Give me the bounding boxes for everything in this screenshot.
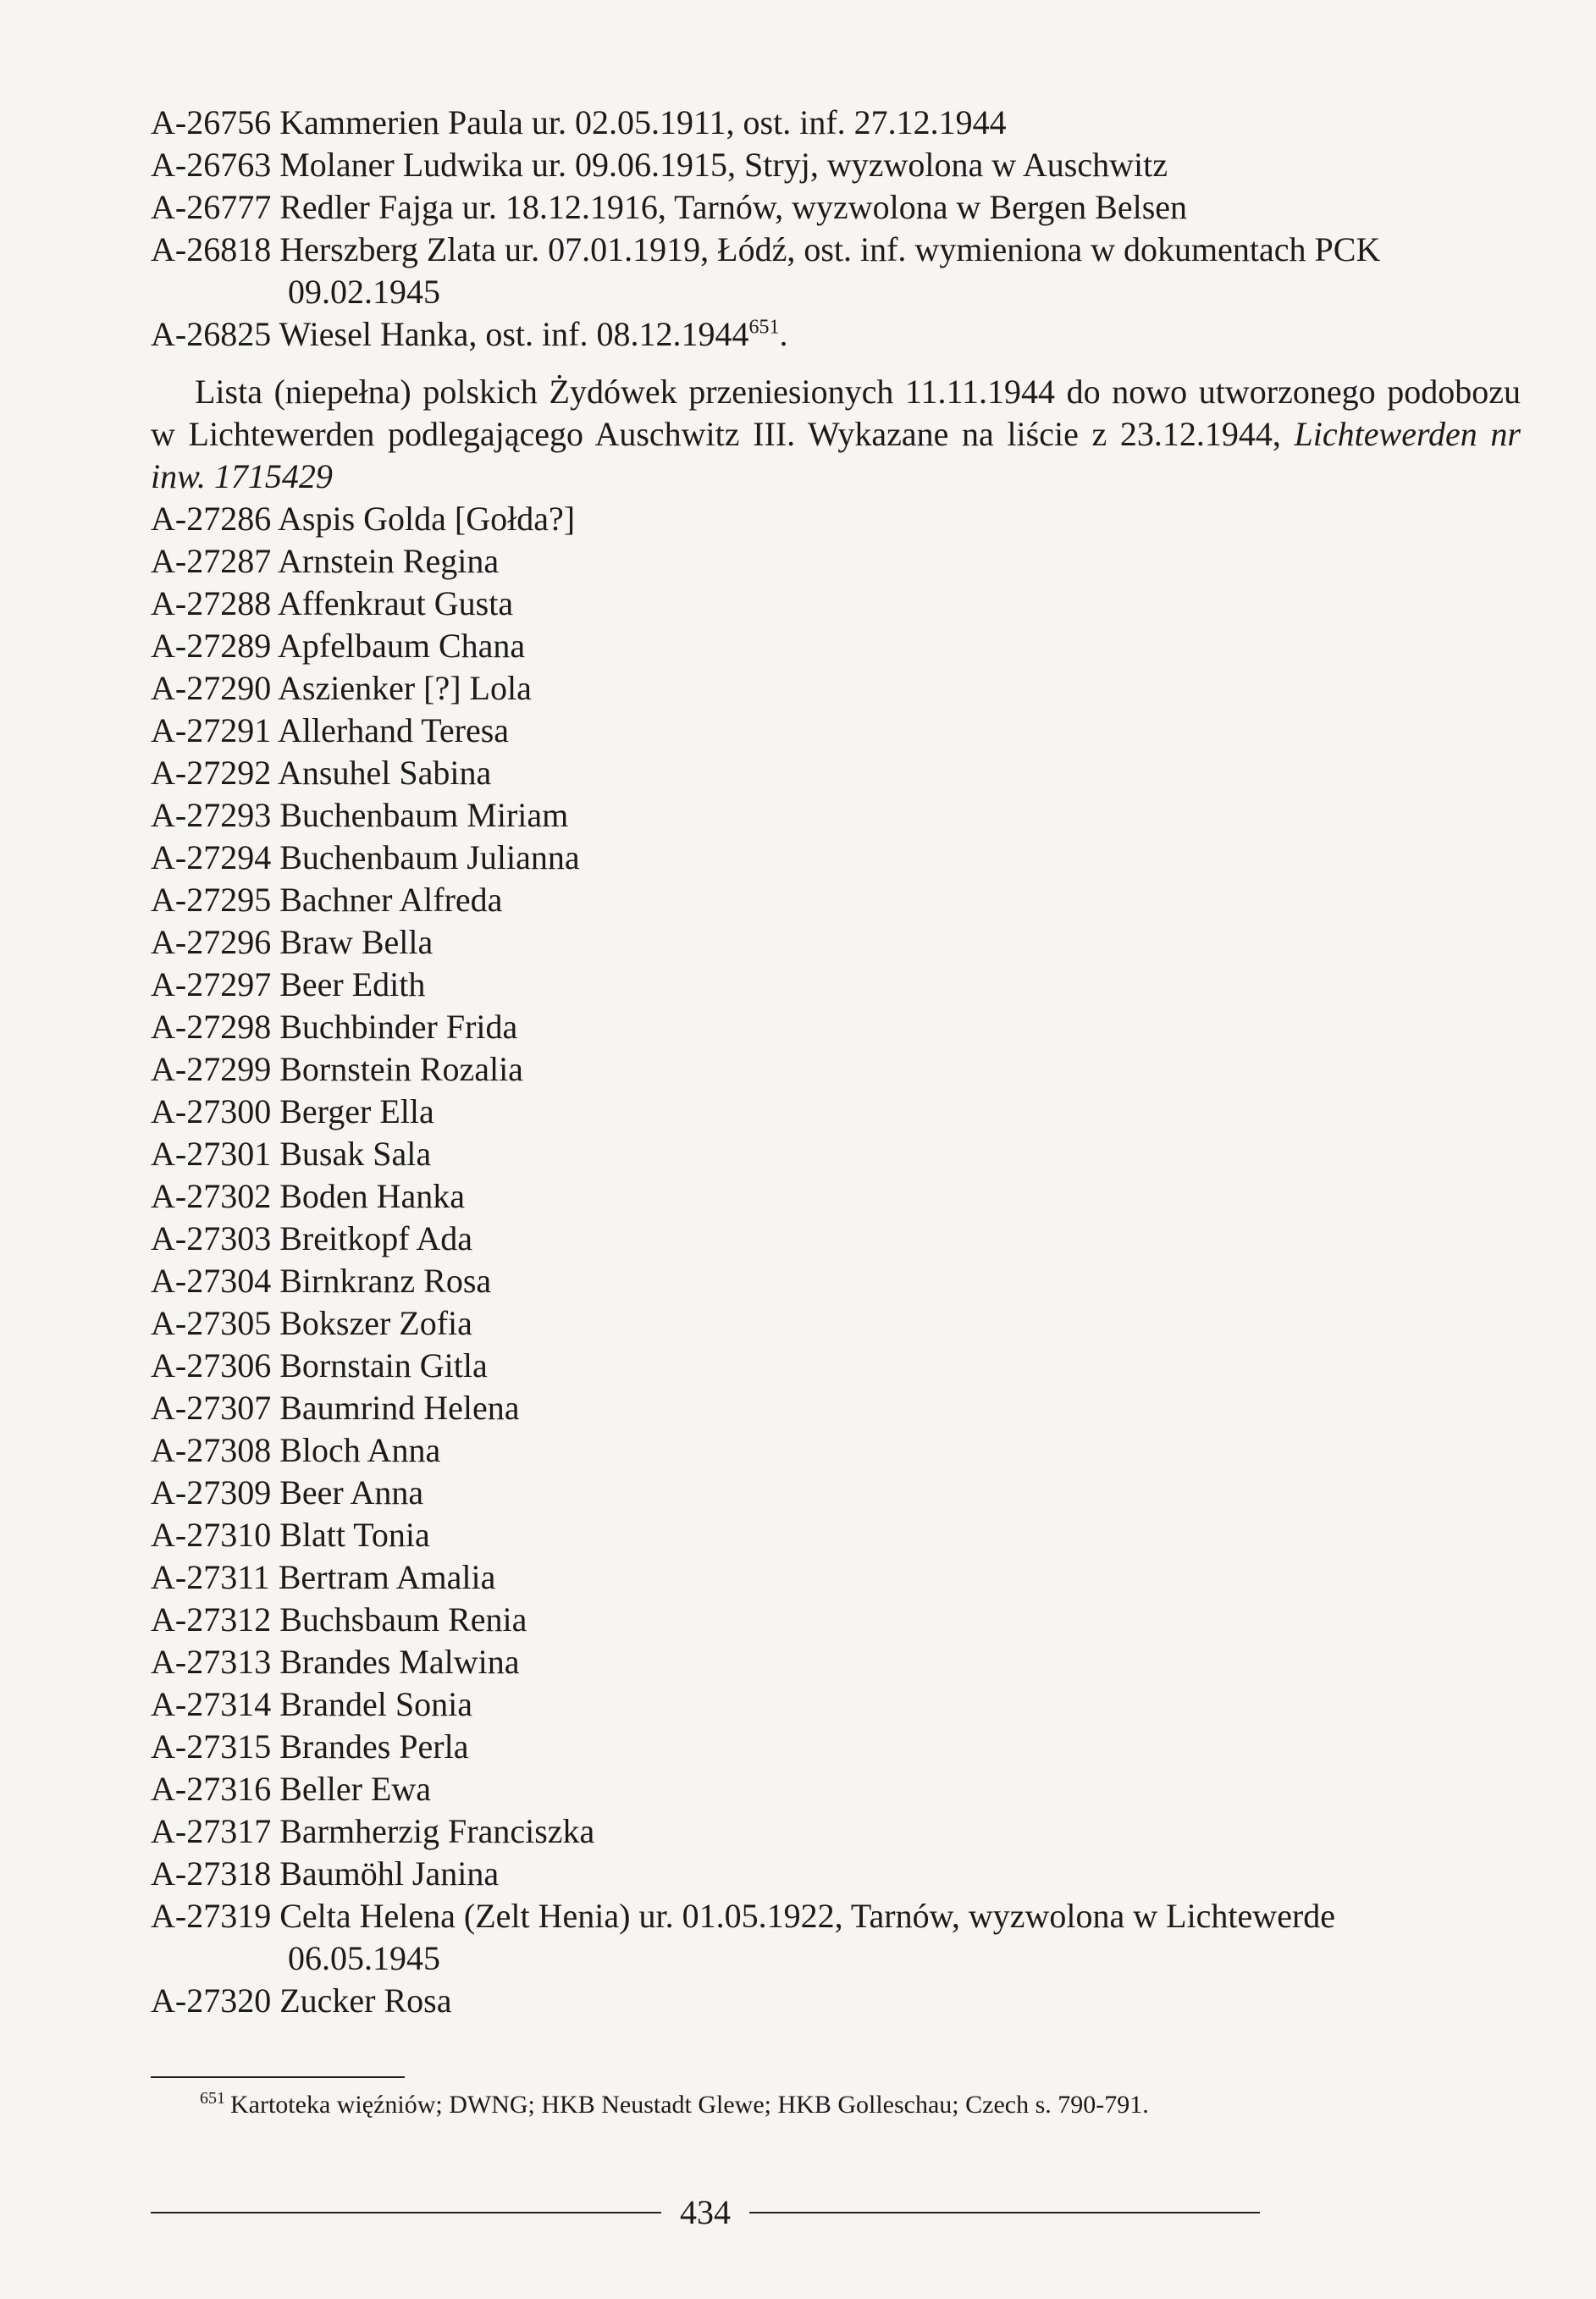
list-description-paragraph xyxy=(151,371,1521,498)
prisoner-details: Busak Sala xyxy=(279,1135,432,1173)
prisoner-details: Bokszer Zofia xyxy=(279,1304,472,1342)
list-entry xyxy=(151,1302,1521,1345)
entry-continuation: 06.05.1945 xyxy=(288,1939,440,1977)
list-entry xyxy=(151,1514,1521,1556)
prisoner-details: Redler Fajga ur. 18.12.1916, Tarnów, wyzwolona w Bergen Belsen xyxy=(279,188,1188,226)
prisoner-details: Beer Anna xyxy=(279,1473,424,1511)
list-entry xyxy=(151,1768,1521,1810)
prisoner-number: A-26818 xyxy=(151,230,272,268)
prisoner-number: A-27304 xyxy=(151,1262,272,1300)
footer-rule-right xyxy=(749,2212,1260,2213)
list-entry xyxy=(151,1641,1521,1683)
prisoner-number: A-27298 xyxy=(151,1008,272,1046)
prisoner-number: A-27314 xyxy=(151,1685,272,1723)
list-entry xyxy=(151,583,1521,625)
prisoner-details: Bertram Amalia xyxy=(278,1558,496,1596)
list-entry xyxy=(151,1091,1521,1133)
prisoner-number: A-27317 xyxy=(151,1812,272,1850)
prisoner-details: Molaner Ludwika ur. 09.06.1915, Stryj, wyzwolona w Auschwitz xyxy=(279,146,1168,184)
prisoner-number: A-27294 xyxy=(151,838,272,876)
entry-punctuation: . xyxy=(779,315,788,353)
prisoner-number: A-27308 xyxy=(151,1431,272,1469)
list-entry xyxy=(151,229,1521,313)
prisoner-number: A-26756 xyxy=(151,103,272,141)
prisoner-details: Baumrind Helena xyxy=(279,1389,520,1427)
prisoner-details: Bachner Alfreda xyxy=(279,881,503,919)
prisoner-details: Boden Hanka xyxy=(279,1177,466,1215)
list-entry xyxy=(151,1345,1521,1387)
list-entry xyxy=(151,1133,1521,1175)
list-entry xyxy=(151,1599,1521,1641)
prisoner-number: A-27319 xyxy=(151,1897,272,1935)
prisoner-details: Brandes Perla xyxy=(279,1727,469,1766)
list-entry xyxy=(151,837,1521,879)
prisoner-number: A-26763 xyxy=(151,146,272,184)
prisoner-number: A-27295 xyxy=(151,881,272,919)
list-entry xyxy=(151,144,1521,186)
list-entry xyxy=(151,1472,1521,1514)
prisoner-list xyxy=(151,498,1521,2022)
prisoner-details: Birnkranz Rosa xyxy=(279,1262,492,1300)
list-entry xyxy=(151,1175,1521,1218)
prisoner-details: Bornstain Gitla xyxy=(279,1346,488,1384)
prisoner-details: Herszberg Zlata ur. 07.01.1919, Łódź, ost. inf. wymieniona w dokumentach PCK xyxy=(279,230,1381,268)
prisoner-number: A-27320 xyxy=(151,1981,272,2020)
prisoner-number: A-27306 xyxy=(151,1346,272,1384)
list-entry xyxy=(151,313,1521,356)
prisoner-details: Bornstein Rozalia xyxy=(279,1050,523,1088)
prisoner-details: Ansuhel Sabina xyxy=(278,754,492,792)
list-entry xyxy=(151,667,1521,710)
prisoner-number: A-27299 xyxy=(151,1050,272,1088)
page-number: 434 xyxy=(680,2193,731,2231)
list-entry xyxy=(151,1980,1521,2022)
prisoner-number: A-27302 xyxy=(151,1177,272,1215)
page-content xyxy=(151,102,1521,2022)
prisoner-number: A-27290 xyxy=(151,669,272,707)
prisoner-details: Blatt Tonia xyxy=(279,1516,430,1554)
prisoner-number: A-27303 xyxy=(151,1219,272,1257)
top-entries xyxy=(151,102,1521,356)
list-entry xyxy=(151,752,1521,794)
prisoner-details: Brandes Malwina xyxy=(279,1643,520,1681)
prisoner-details: Baumöhl Janina xyxy=(279,1854,500,1893)
prisoner-details: Aspis Golda [Gołda?] xyxy=(278,500,576,538)
prisoner-number: A-27300 xyxy=(151,1092,272,1130)
prisoner-details: Zucker Rosa xyxy=(279,1981,452,2020)
footer-rule-left xyxy=(151,2212,661,2213)
prisoner-number: A-27316 xyxy=(151,1770,272,1808)
list-entry xyxy=(151,879,1521,921)
prisoner-details: Buchbinder Frida xyxy=(279,1008,518,1046)
list-entry xyxy=(151,102,1521,144)
paragraph-text: Lista (niepełna) polskich Żydówek przeniesionych 11.11.1944 do nowo utworzonego podobozu w Lichtewerden podlegającego Auschwitz III. Wykazane na liście z 23.12.1944, xyxy=(151,373,1521,453)
footnote-text: Kartoteka więźniów; DWNG; HKB Neustadt Glewe; HKB Golleschau; Czech s. 790-791. xyxy=(230,2091,1149,2119)
prisoner-number: A-26777 xyxy=(151,188,272,226)
prisoner-number: A-27287 xyxy=(151,542,272,580)
list-entry xyxy=(151,710,1521,752)
prisoner-details: Buchenbaum Julianna xyxy=(279,838,580,876)
prisoner-details: Apfelbaum Chana xyxy=(278,627,526,665)
prisoner-details: Affenkraut Gusta xyxy=(278,584,514,622)
list-entry xyxy=(151,1810,1521,1853)
prisoner-number: A-27305 xyxy=(151,1304,272,1342)
prisoner-number: A-27296 xyxy=(151,923,272,961)
list-entry xyxy=(151,1853,1521,1895)
list-entry xyxy=(151,1895,1521,1980)
entry-continuation: 09.02.1945 xyxy=(288,273,440,311)
list-entry xyxy=(151,1683,1521,1726)
prisoner-details: Beer Edith xyxy=(279,965,426,1003)
list-entry xyxy=(151,794,1521,837)
paragraph-italic-source: Lichtewerden nr inw. 1715429 xyxy=(151,415,1521,495)
prisoner-details: Brandel Sonia xyxy=(279,1685,472,1723)
list-entry xyxy=(151,1006,1521,1048)
prisoner-number: A-27309 xyxy=(151,1473,272,1511)
prisoner-details: Braw Bella xyxy=(279,923,434,961)
prisoner-number: A-27318 xyxy=(151,1854,272,1893)
prisoner-details: Breitkopf Ada xyxy=(279,1219,472,1257)
prisoner-details: Arnstein Regina xyxy=(278,542,500,580)
list-entry xyxy=(151,1556,1521,1599)
prisoner-number: A-27293 xyxy=(151,796,272,834)
list-entry xyxy=(151,186,1521,229)
prisoner-number: A-27288 xyxy=(151,584,272,622)
prisoner-number: A-27301 xyxy=(151,1135,272,1173)
prisoner-details: Buchenbaum Miriam xyxy=(279,796,569,834)
prisoner-number: A-27297 xyxy=(151,965,272,1003)
list-entry xyxy=(151,964,1521,1006)
prisoner-details: Aszienker [?] Lola xyxy=(278,669,532,707)
list-entry xyxy=(151,1726,1521,1768)
prisoner-details: Beller Ewa xyxy=(279,1770,432,1808)
prisoner-details: Bloch Anna xyxy=(279,1431,441,1469)
prisoner-details: Celta Helena (Zelt Henia) ur. 01.05.1922, Tarnów, wyzwolona w Lichtewerde xyxy=(279,1897,1336,1935)
footnote-number: 651 xyxy=(200,2089,225,2108)
list-entry xyxy=(151,1429,1521,1472)
prisoner-number: A-26825 xyxy=(151,315,272,353)
prisoner-details: Wiesel Hanka, ost. inf. 08.12.1944 xyxy=(279,315,749,353)
list-entry xyxy=(151,625,1521,667)
list-entry xyxy=(151,921,1521,964)
prisoner-details: Allerhand Teresa xyxy=(278,711,510,749)
prisoner-number: A-27310 xyxy=(151,1516,272,1554)
prisoner-number: A-27286 xyxy=(151,500,272,538)
prisoner-number: A-27312 xyxy=(151,1600,272,1639)
prisoner-details: Berger Ella xyxy=(279,1092,434,1130)
footnote-reference: 651 xyxy=(748,316,780,339)
prisoner-number: A-27292 xyxy=(151,754,272,792)
footnote-divider xyxy=(151,2076,405,2078)
list-entry xyxy=(151,1387,1521,1429)
list-entry xyxy=(151,540,1521,583)
prisoner-number: A-27289 xyxy=(151,627,272,665)
list-entry xyxy=(151,1048,1521,1091)
page-footer xyxy=(151,2191,1260,2234)
list-entry xyxy=(151,498,1521,540)
footnote xyxy=(200,2090,1470,2120)
prisoner-number: A-27311 xyxy=(151,1558,270,1596)
list-entry xyxy=(151,1218,1521,1260)
prisoner-details: Buchsbaum Renia xyxy=(279,1600,527,1639)
prisoner-number: A-27291 xyxy=(151,711,272,749)
prisoner-details: Kammerien Paula ur. 02.05.1911, ost. inf. 27.12.1944 xyxy=(279,103,1007,141)
prisoner-details: Barmherzig Franciszka xyxy=(279,1812,595,1850)
list-entry xyxy=(151,1260,1521,1302)
prisoner-number: A-27315 xyxy=(151,1727,272,1766)
prisoner-number: A-27307 xyxy=(151,1389,272,1427)
prisoner-number: A-27313 xyxy=(151,1643,272,1681)
